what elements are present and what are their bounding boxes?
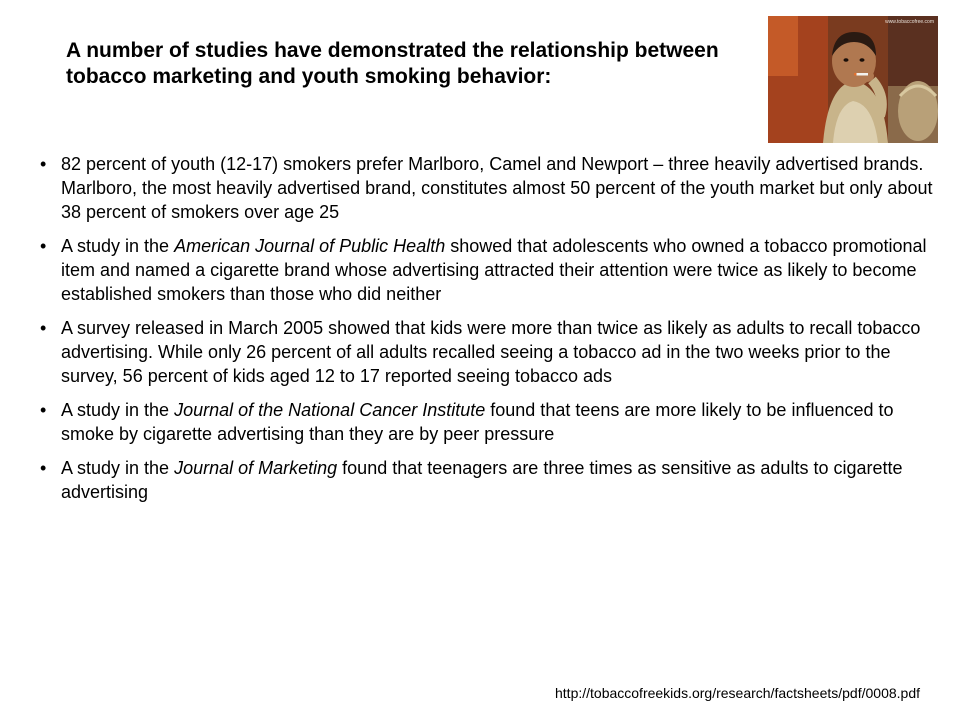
- photo-illustration: [768, 16, 938, 143]
- bullet-item-jom-study: • A study in the Journal of Marketing found that teenagers are three times as sensitive as adults to cigarette advertising: [40, 458, 903, 502]
- bullet-item-jnci-study: • A study in the Journal of the National Cancer Institute found that teens are more likely to be influenced to smoke by cigarette advertising than they are by peer pressure: [40, 400, 894, 444]
- journal-name: Journal of the National Cancer Institute: [174, 400, 486, 420]
- bullet-list: [40, 152, 940, 514]
- source-link[interactable]: http://tobaccofreekids.org/research/factsheets/pdf/0008.pdf: [555, 685, 920, 701]
- bullet-item-ajph-study: • A study in the American Journal of Public Health showed that adolescents who owned a tobacco promotional item and named a cigarette brand whose advertising attracted their attention were twice as likely to become established smokers than those who did neither: [40, 236, 927, 304]
- bullet-item-youth-brand-preference: • 82 percent of youth (12-17) smokers prefer Marlboro, Camel and Newport – three heavily advertised brands. Marlboro, the most heavily advertised brand, constitutes almost 50 percent of the youth market but only about 38 percent of smokers over age 25: [40, 154, 933, 222]
- bullet-dot-icon: •: [40, 236, 47, 256]
- bullet-dot-icon: •: [40, 154, 47, 174]
- bullet-dot-icon: •: [40, 318, 47, 338]
- bullet-dot-icon: •: [40, 458, 47, 478]
- slide-title: A number of studies have demonstrated the relationship between tobacco marketing and youth smoking behavior:: [66, 39, 719, 88]
- journal-name: American Journal of Public Health: [174, 236, 446, 256]
- photo-watermark: www.tobaccofree.com: [885, 19, 934, 25]
- photo-child-smoking: [768, 16, 938, 143]
- bullet-dot-icon: •: [40, 400, 47, 420]
- bullet-item-march-2005-survey: • A survey released in March 2005 showed that kids were more than twice as likely as adults to recall tobacco advertising. While only 26 percent of all adults recalled seeing a tobacco ad in the two weeks prior to the survey, 56 percent of kids aged 12 to 17 reported seeing tobacco ads: [40, 318, 921, 386]
- journal-name: Journal of Marketing: [174, 458, 338, 478]
